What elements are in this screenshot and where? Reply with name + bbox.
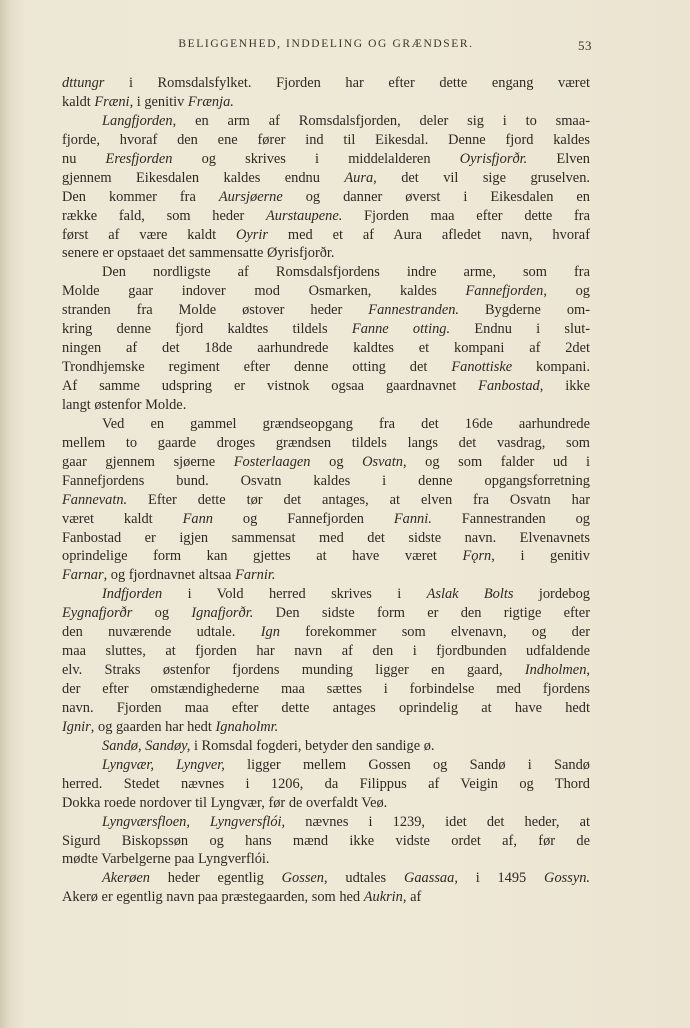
paragraph [62,585,590,737]
text-line [62,377,590,396]
text-run: mellem to gaarde droges grændsen tildels langs det vasdrag, som [62,434,590,451]
text-line [62,207,590,226]
text-run: Endnu i slut- [450,321,591,338]
text-run: Fannestranden og [431,510,590,527]
italic-term: Fannevatn. [62,491,128,508]
italic-term: Farnir. [235,567,276,584]
text-run: og [132,605,192,622]
text-line [62,547,590,566]
text-line [62,282,590,301]
text-run: mødte Varbelgerne paa Lyngverflói. [62,851,270,868]
italic-term: Fannestranden. [368,302,460,319]
italic-term: Farnar [62,567,104,584]
paragraph [62,74,590,112]
text-line [62,510,590,529]
italic-term: Ignafjorðr. [191,605,254,622]
text-run: Efter dette tør det antages, at elven fra Osvatn har [127,491,590,508]
italic-term: Aura [344,169,374,186]
text-line [62,472,590,491]
text-run: Fanbostad er igjen sammensat med det sidste navn. Elvenavnets [62,529,590,546]
text-line [62,623,590,642]
text-run: heder egentlig [149,870,282,887]
text-line [62,585,590,604]
text-line [62,74,590,93]
text-line [62,775,590,794]
italic-term: Fanni. [393,510,432,527]
text-run: ningen af det 18de aarhundrede kaldtes et kompani af 2det [62,340,590,357]
text-run: , i 1495 [454,870,545,887]
text-line [62,358,590,377]
text-run: og Fannefjorden [212,510,394,527]
text-run: , og gaarden har hedt [90,718,216,735]
text-line [62,680,590,699]
text-run: langt østenfor Molde. [62,396,187,413]
text-run: Fannefjordens bund. Osvatn kaldes i denne opgangsforretning [62,472,590,489]
text-run: senere er opstaaet det sammensatte Øyrisfjorðr. [62,245,335,262]
text-run: Trondhjemske regiment efter denne otting det [62,359,452,376]
italic-term: Indholmen [524,662,587,679]
text-line [62,737,590,756]
text-run: ligger mellem Gossen og Sandø i Sandø [224,756,590,773]
text-line [62,718,590,737]
text-line [62,794,590,813]
text-run: i Romsdal fogderi, betyder den sandige ø. [190,737,435,754]
text-line [62,661,590,680]
text-run: , af [402,889,422,906]
text-run: Bygderne om- [459,302,591,319]
text-line [62,93,590,112]
text-line [62,244,590,263]
text-line [62,453,590,472]
text-line [62,699,590,718]
italic-term: Aurstaupene. [265,207,343,224]
running-title: BELIGGENHED, INDDELING OG GRÆNDSER. [178,38,474,50]
text-line [62,756,590,775]
text-run: været kaldt [62,510,183,527]
italic-term: Eygnafjorðr [62,605,133,622]
text-run: Dokka roede nordover til Lyngvær, før de overfaldt Veø. [62,794,388,811]
text-run: Fjorden maa efter dette fra [342,207,590,224]
text-run: Elven [527,150,590,167]
paragraph [62,756,590,813]
italic-term: Gossyn. [544,870,591,887]
text-run: maa sluttes, at fjorden har navn af den i fjordbunden udfaldende [62,643,590,660]
text-line [62,888,590,907]
text-line [62,832,590,851]
text-line [62,529,590,548]
text-line [62,604,590,623]
text-run: nævnes i 1239, idet det heder, at [285,813,590,830]
text-line [62,301,590,320]
text-run: den nuværende udtale. [62,624,261,641]
text-run: med et af Aura afledet navn, hvoraf [267,226,590,243]
text-run: Den sidste form er den rigtige efter [253,605,590,622]
italic-term: Fosterlaagen [233,453,311,470]
text-run: kring denne fjord kaldtes tildels [62,321,352,338]
italic-term: Eresfjorden [105,150,173,167]
text-run: herred. Stedet nævnes i 1206, da Filippus af Veigin og Thord [62,775,590,792]
italic-term: Ignir [62,718,91,735]
text-run: Akerø er egentlig navn paa præstegaarden, som hed [62,889,364,906]
text-run: først af være kaldt [62,226,236,243]
text-line [62,813,590,832]
text-run: Den kommer fra [62,188,219,205]
paragraph [62,869,590,907]
text-run: i Romsdalsfylket. Fjorden har efter dette engang været [104,75,590,91]
text-line [62,850,590,869]
text-line [62,263,590,282]
text-run: gjennem Eikesdalen kaldes endnu [62,169,345,186]
text-run: , i genitiv [129,93,188,110]
text-run: og danner øverst i Eikesdalen en [282,188,590,205]
text-line [62,112,590,131]
text-run: gaar gjennem sjøerne [62,453,234,470]
paragraph [62,112,590,264]
italic-term: dttungr [62,75,105,91]
text-run: i Vold herred skrives i [162,586,427,603]
italic-term: Oyrisfjorðr. [459,150,528,167]
text-line [62,566,590,585]
italic-term: Ign [260,624,280,641]
text-line [62,320,590,339]
italic-term: Indfjorden [102,586,163,603]
paragraph [62,813,590,870]
text-run: stranden fra Molde østover heder [62,302,369,319]
text-line [62,642,590,661]
text-line [62,434,590,453]
text-run: , udtales [324,870,404,887]
text-run: og skrives i middelalderen [172,150,460,167]
italic-term: Lyngværsfloen, Lyngversflói, [102,813,286,830]
italic-term: Langfjorden [102,112,173,129]
text-run: Af samme udspring er vistnok ogsaa gaardnavnet [62,378,479,394]
text-run: Den nordligste af Romsdalsfjordens indre arme, som fra [102,264,590,281]
italic-term: Gossen [281,870,324,887]
text-run: , ikke [539,378,590,394]
text-run: der efter omstændighederne maa sættes i forbindelse med fjordens [62,681,590,697]
text-line [62,150,590,169]
paragraph [62,737,590,756]
text-line [62,169,590,188]
text-run: , og fjordnavnet altsaa [103,567,236,584]
text-line [62,226,590,245]
paragraph [62,263,590,415]
text-run: jordebog [513,586,590,603]
text-run: Ved en gammel grændseopgang fra det 16de aarhundrede [102,415,590,432]
text-line [62,396,590,415]
italic-term: Gaassaa [403,870,455,887]
text-run: Molde gaar indover mod Osmarken, kaldes [62,283,466,300]
text-run: forekommer som elvenavn, og der [279,624,590,641]
italic-term: Fannefjorden [465,283,544,300]
text-line [62,415,590,434]
italic-term: Lyngvær, Lyngver, [102,756,225,773]
text-line [62,339,590,358]
text-run: elv. Straks østenfor fjordens munding ligger en gaard, [62,662,525,679]
text-line [62,188,590,207]
text-run: Sigurd Biskopssøn og hans mænd ikke vidste ordet af, før de [62,832,590,849]
italic-term: Fræni [94,93,130,110]
italic-term: Fǫrn [462,548,492,565]
italic-term: Oyrir [235,226,268,243]
italic-term: Fanne otting. [351,321,451,338]
text-line [62,491,590,510]
text-run: , [586,662,590,679]
text-run: kompani. [512,359,590,376]
italic-term: Akerøen [102,870,150,887]
text-run: oprindelige form kan gjettes at have været [62,548,463,565]
text-run: , og [543,283,591,300]
italic-term: Aursjøerne [218,188,283,205]
italic-term: Fanbostad [478,378,540,394]
text-run: fjorde, hvoraf den ene fører ind til Eikesdal. Denne fjord kaldes [62,131,590,148]
text-run: og [310,453,363,470]
italic-term: Fann [182,510,213,527]
italic-term: Fanottiske [451,359,513,376]
text-run: nu [62,150,106,167]
text-run: , i genitiv [491,548,590,565]
italic-term: Aslak Bolts [426,586,514,603]
text-run: , og som falder ud i [402,453,590,470]
text-line [62,131,590,150]
text-run: række fald, som heder [62,207,266,224]
page-number: 53 [578,38,592,53]
text-run: , det vil sige gruselven. [373,169,590,186]
paragraph [62,415,590,585]
italic-term: Aukrin [363,889,403,906]
italic-term: Sandø, Sandøy, [102,737,191,754]
text-run: , en arm af Romsdalsfjorden, deler sig i to smaa- [172,112,590,129]
body-text [62,74,590,907]
italic-term: Frænja. [187,93,234,110]
text-run: navn. Fjorden maa efter dette antages oprindelig at have hedt [62,699,590,716]
italic-term: Ignaholmr. [215,718,279,735]
text-line [62,869,590,888]
italic-term: Osvatn [362,453,403,470]
text-run: kaldt [62,93,95,110]
